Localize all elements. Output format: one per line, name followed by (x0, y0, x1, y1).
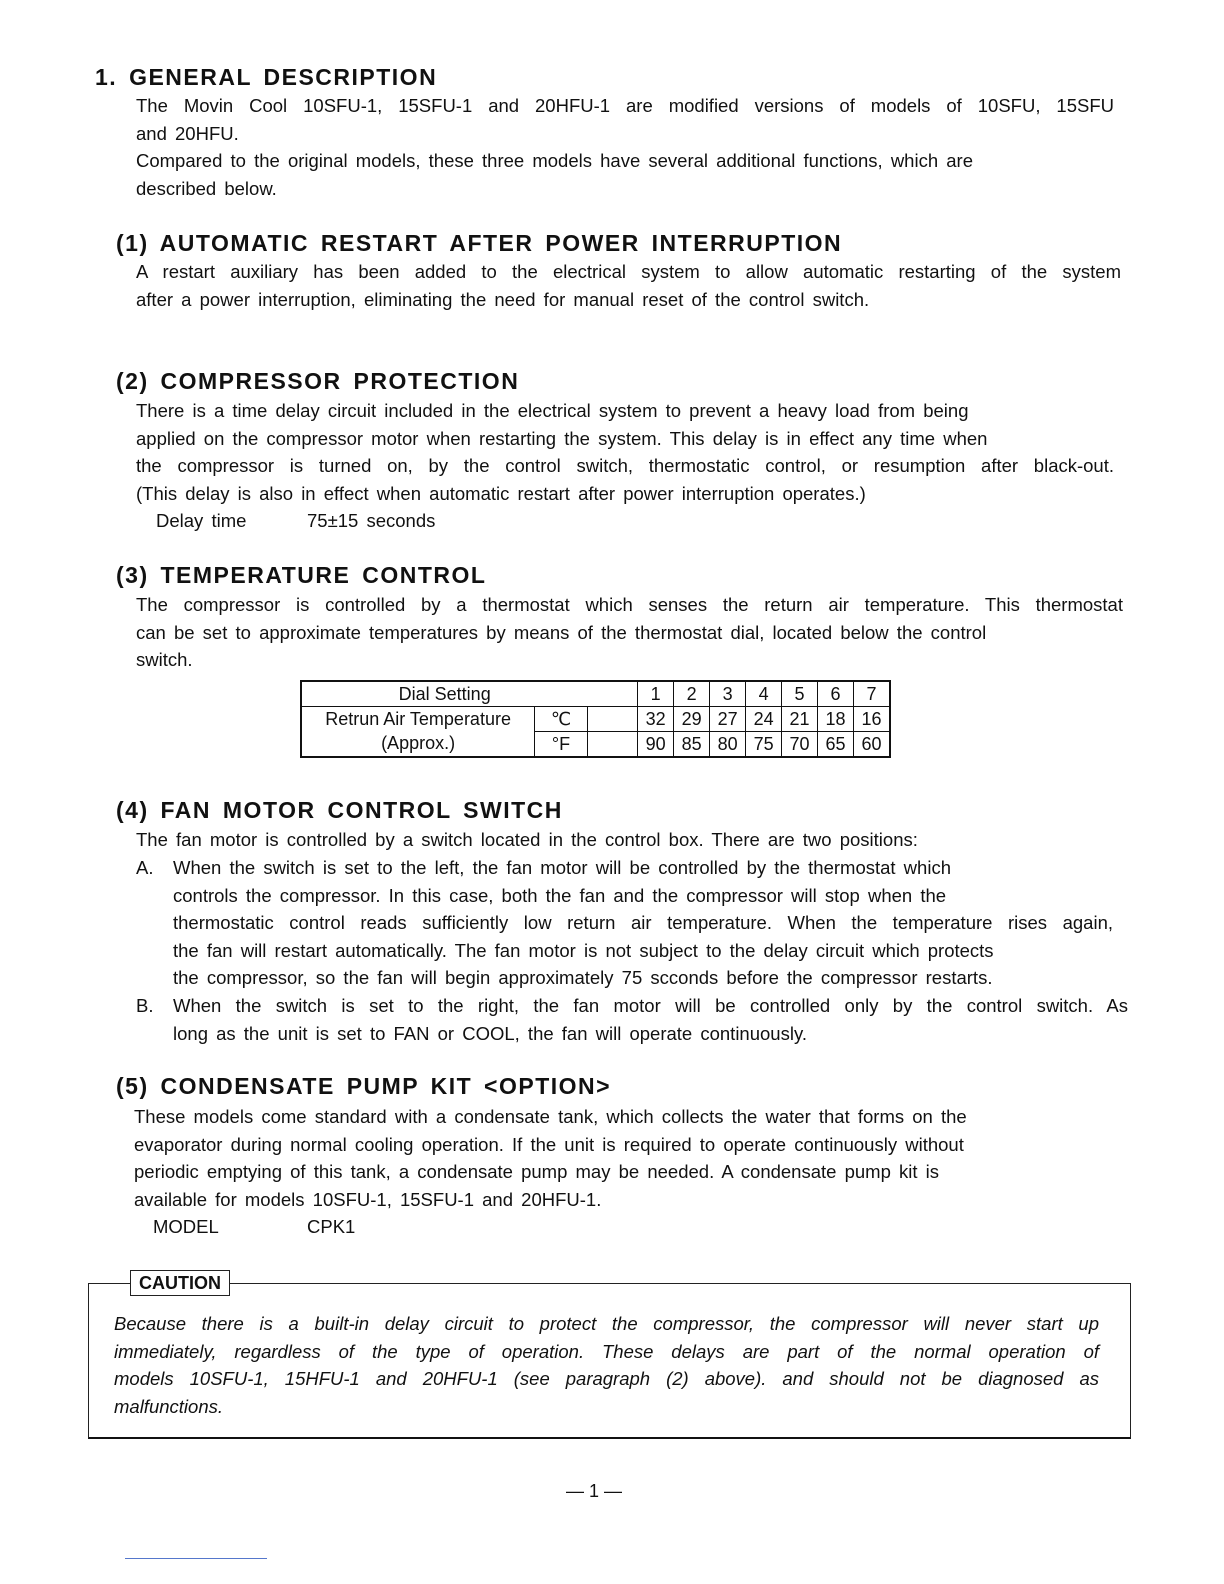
automatic-restart-text (136, 258, 1121, 313)
subsection-heading-condensate-pump-kit: (5) CONDENSATE PUMP KIT <OPTION> (116, 1073, 612, 1099)
text-line: the fan will restart automatically. The fan motor is not subject to the delay circuit which protects (173, 939, 994, 961)
text-line: and 20HFU. (136, 122, 239, 144)
list-marker-a: A. (136, 857, 154, 878)
fahrenheit-value: 90 (638, 732, 674, 758)
table-row (301, 681, 890, 707)
fahrenheit-value: 80 (710, 732, 746, 758)
subsection-heading-fan-motor-control-switch: (4) FAN MOTOR CONTROL SWITCH (116, 797, 563, 823)
subsection-heading-temperature-control: (3) TEMPERATURE CONTROL (116, 562, 487, 588)
unit-fahrenheit: °F (535, 732, 588, 758)
dial-setting-value: 6 (818, 681, 854, 707)
caution-label: CAUTION (130, 1270, 230, 1296)
subsection-heading-automatic-restart: (1) AUTOMATIC RESTART AFTER POWER INTERRUPTION (116, 230, 843, 256)
table-cell-blank (587, 681, 637, 707)
delay-time-label: Delay time (156, 510, 247, 531)
text-line: can be set to approximate temperatures by means of the thermostat dial, located below the control (136, 621, 987, 643)
text-line: There is a time delay circuit included in the electrical system to prevent a heavy load from being (136, 400, 969, 421)
text-line: the compressor, so the fan will begin approximately 75 scconds before the compressor restarts. (173, 967, 993, 988)
table-row (301, 732, 890, 758)
text-line: (This delay is also in effect when automatic restart after power interruption operates.) (136, 482, 866, 504)
dial-setting-value: 5 (782, 681, 818, 707)
condensate-pump-text (134, 1103, 1074, 1213)
text-line: When the switch is set to the left, the fan motor will be controlled by the thermostat which (173, 857, 951, 878)
fahrenheit-value: 85 (674, 732, 710, 758)
fahrenheit-value: 70 (782, 732, 818, 758)
text-line: Because there is a built-in delay circuit to protect the compressor, the compressor will never start up (114, 1313, 1099, 1334)
dial-setting-value: 4 (746, 681, 782, 707)
celsius-value: 16 (854, 707, 891, 732)
celsius-value: 29 (674, 707, 710, 732)
text-line: A restart auxiliary has been added to the electrical system to allow automatic restarting of the system (136, 261, 1121, 282)
text-line: long as the unit is set to FAN or COOL, the fan will operate continuously. (173, 1022, 807, 1044)
text-line: models 10SFU-1, 15HFU-1 and 20HFU-1 (see paragraph (2) above). and should not be diagnosed as (114, 1368, 1099, 1389)
section-heading-general-description: 1. GENERAL DESCRIPTION (95, 64, 438, 90)
scan-edge-line (125, 1558, 267, 1559)
compressor-protection-text (136, 397, 1114, 507)
text-line: switch. (136, 649, 193, 670)
text-line: evaporator during normal cooling operation. If the unit is required to operate continuously without (134, 1133, 964, 1155)
dial-setting-value: 1 (638, 681, 674, 707)
celsius-value: 32 (638, 707, 674, 732)
list-marker-b: B. (136, 995, 154, 1016)
text-line: thermostatic control reads sufficiently low return air temperature. When the temperature rises again, (173, 912, 1113, 933)
text-line: after a power interruption, eliminating the need for manual reset of the control switch. (136, 288, 870, 310)
fan-motor-intro: The fan motor is controlled by a switch located in the control box. There are two positions: (136, 829, 918, 850)
fahrenheit-value: 65 (818, 732, 854, 758)
table-row (301, 707, 890, 732)
text-line: the compressor is turned on, by the control switch, thermostatic control, or resumption after black-out. (136, 455, 1114, 476)
table-cell-blank (587, 732, 637, 758)
fahrenheit-value: 75 (746, 732, 782, 758)
list-item-b (173, 992, 1128, 1047)
text-line: immediately, regardless of the type of operation. These delays are part of the normal operation of (114, 1340, 1099, 1362)
model-value: CPK1 (307, 1216, 356, 1237)
dial-setting-label: Dial Setting (301, 681, 587, 707)
table-cell-blank (587, 707, 637, 732)
caution-text (114, 1310, 1099, 1420)
celsius-value: 21 (782, 707, 818, 732)
delay-time-value: 75±15 seconds (307, 510, 436, 531)
dial-setting-value: 2 (674, 681, 710, 707)
text-line: These models come standard with a condensate tank, which collects the water that forms on the (134, 1106, 967, 1127)
text-line: When the switch is set to the right, the fan motor will be controlled only by the control switch. As (173, 995, 1128, 1016)
celsius-value: 24 (746, 707, 782, 732)
dial-setting-value: 7 (854, 681, 891, 707)
list-item-a (173, 854, 1113, 992)
text-line: applied on the compressor motor when restarting the system. This delay is in effect any time when (136, 427, 988, 449)
general-description-text (136, 92, 1114, 202)
page-number: — 1 — (566, 1481, 623, 1501)
text-line: malfunctions. (114, 1395, 223, 1417)
temperature-control-text (136, 591, 1123, 674)
subsection-heading-compressor-protection: (2) COMPRESSOR PROTECTION (116, 368, 520, 394)
dial-setting-value: 3 (710, 681, 746, 707)
dial-setting-table (300, 680, 891, 758)
celsius-value: 18 (818, 707, 854, 732)
fahrenheit-value: 60 (854, 732, 891, 758)
text-line: described below. (136, 177, 277, 199)
unit-celsius: ℃ (535, 707, 588, 732)
model-label: MODEL (153, 1216, 219, 1237)
approx-label: (Approx.) (301, 732, 535, 758)
text-line: controls the compressor. In this case, both the fan and the compressor will stop when the (173, 884, 947, 906)
text-line: available for models 10SFU-1, 15SFU-1 and 20HFU-1. (134, 1188, 602, 1210)
text-line: Compared to the original models, these three models have several additional functions, which are (136, 150, 974, 171)
text-line: periodic emptying of this tank, a condensate pump may be needed. A condensate pump kit is (134, 1161, 939, 1182)
text-line: The Movin Cool 10SFU-1, 15SFU-1 and 20HFU-1 are modified versions of models of 10SFU, 15SFU (136, 95, 1114, 116)
return-air-temperature-label: Retrun Air Temperature (301, 707, 535, 732)
celsius-value: 27 (710, 707, 746, 732)
text-line: The compressor is controlled by a thermostat which senses the return air temperature. This thermostat (136, 594, 1123, 615)
